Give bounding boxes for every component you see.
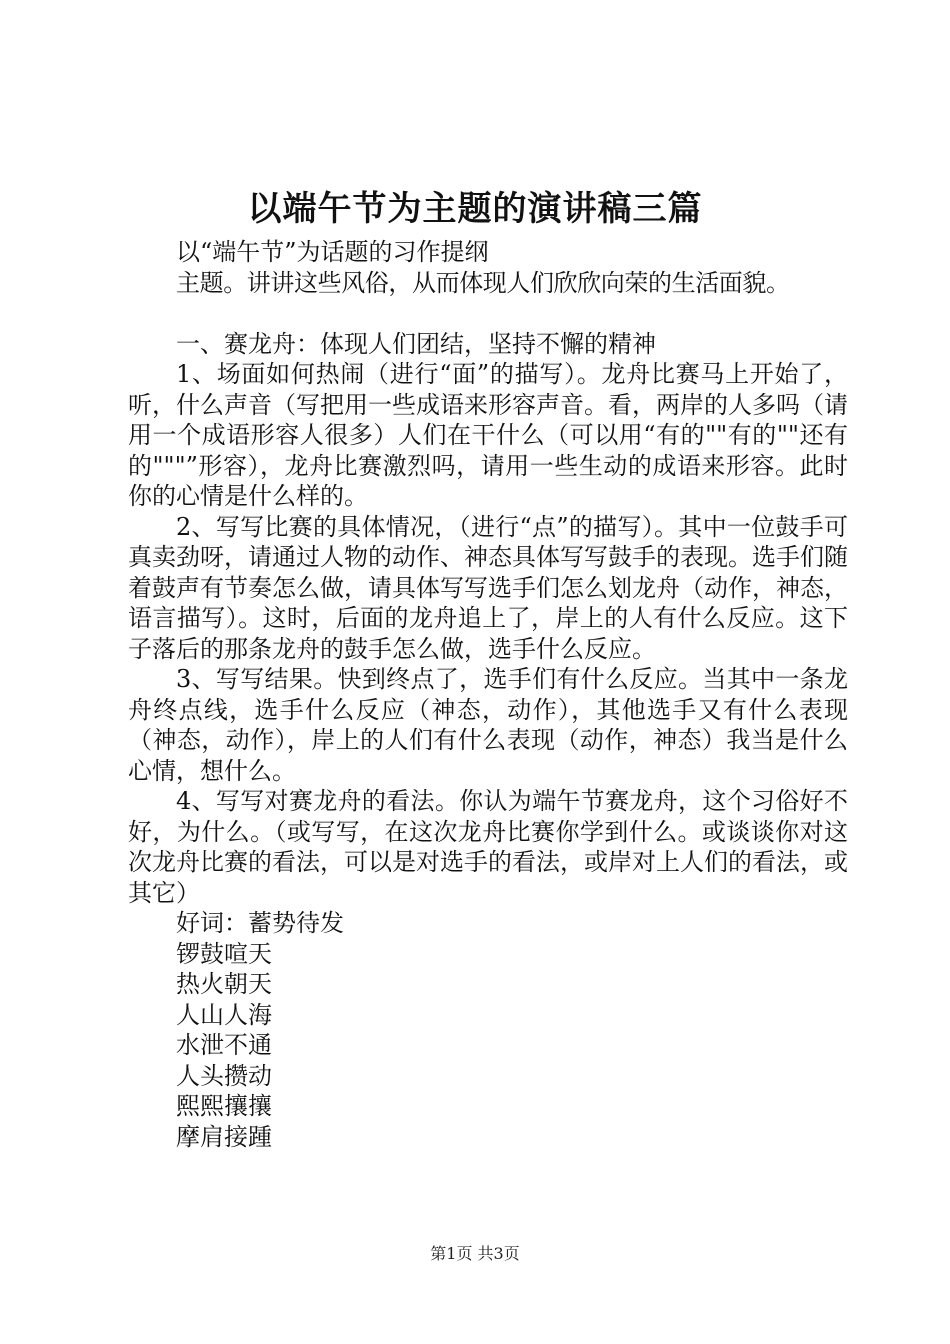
good-words-label: 好词：蓄势待发: [176, 909, 344, 937]
paragraph-2: 2、写写比赛的具体情况，（进行“点”的描写）。其中一位鼓手可真卖劲呀，请通过人物的动作、神态具体写写鼓手的表现。选手们随着鼓声有节奏怎么做，请具体写写选手们怎么划龙舟（动作，神态，语言描写）。这时，后面的龙舟追上了，岸上的人有什么反应。这下子落后的那条龙舟的鼓手怎么做，选手什么反应。: [128, 512, 848, 663]
blank-line: [128, 298, 848, 329]
good-word: 人头攒动: [176, 1061, 272, 1090]
section-heading: 一、赛龙舟：体现人们团结，坚持不懈的精神: [176, 329, 656, 358]
good-word: 摩肩接踵: [176, 1122, 272, 1151]
theme-paragraph: 主题。讲讲这些风俗，从而体现人们欣欣向荣的生活面貌。: [176, 268, 790, 297]
page-footer: 第1页 共3页: [430, 1244, 520, 1263]
paragraph-4: 4、写写对赛龙舟的看法。你认为端午节赛龙舟，这个习俗好不好，为什么。（或写写，在这次龙舟比赛你学到什么。或谈谈你对这次龙舟比赛的看法，可以是对选手的看法，或岸对上人们的看法，或其它）: [128, 787, 848, 907]
good-word: 热火朝天: [176, 970, 272, 998]
paragraph-1: 1、场面如何热闹（进行“面”的描写）。龙舟比赛马上开始了，听，什么声音（写把用一些成语来形容声音。看，两岸的人多吗（请用一个成语形容人很多）人们在干什么（可以用“有的""有的""还有的"""”形容），龙舟比赛激烈吗，请用一些生动的成语来形容。此时你的心情是什么样的。: [128, 360, 848, 510]
good-word: 熙熙攘攘: [176, 1092, 272, 1120]
document-body: [128, 237, 848, 1152]
good-word: 锣鼓喧天: [176, 939, 272, 968]
good-word: 水泄不通: [176, 1031, 272, 1059]
paragraph-3: 3、写写结果。快到终点了，选手们有什么反应。当其中一条龙舟终点线，选手什么反应（神态，动作），其他选手又有什么表现（神态，动作），岸上的人们有什么表现（动作，神态）我当是什么心情，想什么。: [128, 665, 848, 785]
outline-heading: 以“端午节”为话题的习作提纲: [176, 238, 489, 266]
document-title: 以端午节为主题的演讲稿三篇: [247, 189, 703, 229]
good-word: 人山人海: [176, 1000, 272, 1029]
